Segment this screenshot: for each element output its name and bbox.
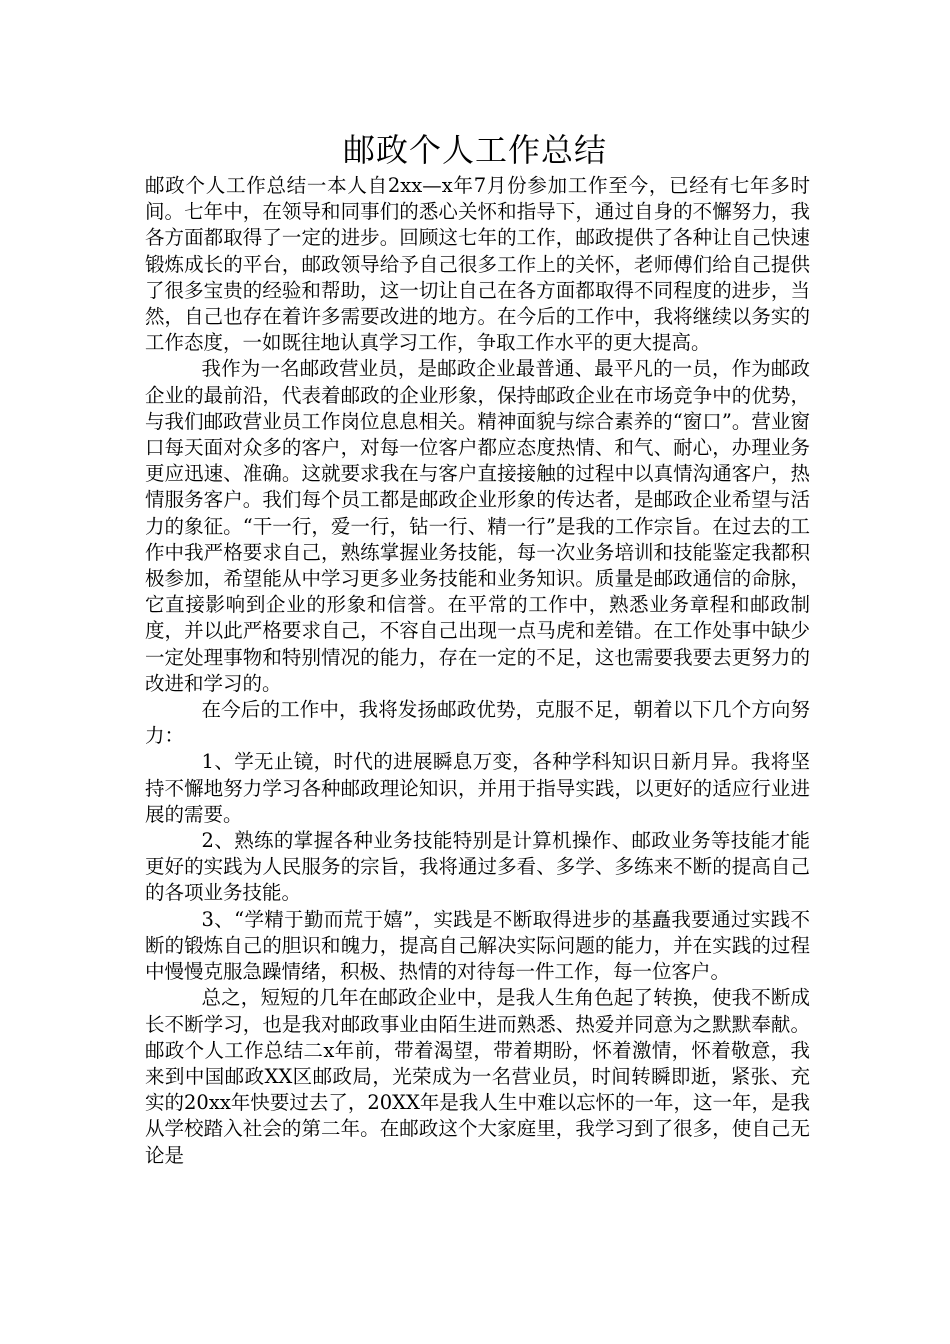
- paragraph-summary: 总之，短短的几年在邮政企业中，是我人生角色起了转换，使我不断成长不断学习，也是我对邮政事业由陌生进而熟悉、热爱并同意为之默默奉献。邮政个人工作总结二x年前，带着渴望，带着期盼，怀着激情，怀着敬意，我来到中国邮政XX区邮政局，光荣成为一名营业员，时间转瞬即逝，紧张、充实的20xx年快要过去了，20XX年是我人生中难以忘怀的一年，这一年，是我从学校踏入社会的第二年。在邮政这个大家庭里，我学习到了很多，使自己无论是: [145, 986, 810, 1167]
- paragraph-point-1: 1、学无止镜，时代的进展瞬息万变，各种学科知识日新月异。我将坚持不懈地努力学习各种邮政理论知识，并用于指导实践，以更好的适应行业进展的需要。: [145, 750, 810, 826]
- paragraph-point-3: 3、“学精于勤而荒于嬉”，实践是不断取得进步的基矗我要通过实践不断的锻炼自己的胆识和魄力，提高自己解决实际问题的能力，并在实践的过程中慢慢克服急躁情绪，积极、热情的对待每一件工作，每一位客户。: [145, 907, 810, 984]
- document-title: 邮政个人工作总结: [342, 131, 607, 169]
- paragraph-future-directions: 在今后的工作中，我将发扬邮政优势，克服不足，朝着以下几个方向努力：: [145, 698, 810, 748]
- paragraph-role: 我作为一名邮政营业员，是邮政企业最普通、最平凡的一员，作为邮政企业的最前沿，代表着邮政的企业形象，保持邮政企业在市场竞争中的优势，与我们邮政营业员工作岗位息息相关。精神面貌与综合素养的“窗口”。营业窗口每天面对众多的客户，对每一位客户都应态度热情、和气、耐心，办理业务更应迅速、准确。这就要求我在与客户直接接触的过程中以真情沟通客户，热情服务客户。我们每个员工都是邮政企业形象的传达者，是邮政企业希望与活力的象征。“干一行，爱一行，钻一行、精一行”是我的工作宗旨。在过去的工作中我严格要求自己，熟练掌握业务技能，每一次业务培训和技能鉴定我都积极参加，希望能从中学习更多业务技能和业务知识。质量是邮政通信的命脉，它直接影响到企业的形象和信誉。在平常的工作中，熟悉业务章程和邮政制度，并以此严格要求自己，不容自己出现一点马虎和差错。在工作处事中缺少一定处理事物和特别情况的能力，存在一定的不足，这也需要我要去更努力的改进和学习的。: [145, 357, 810, 695]
- paragraph-intro: 邮政个人工作总结一本人自2xx—x年7月份参加工作至今，已经有七年多时间。七年中，在领导和同事们的悉心关怀和指导下，通过自身的不懈努力，我各方面都取得了一定的进步。回顾这七年的工作，邮政提供了各种让自己快速锻炼成长的平台，邮政领导给予自己很多工作上的关怀，老师傅们给自己提供了很多宝贵的经验和帮助，这一切让自己在各方面都取得不同程度的进步，当然，自己也存在着许多需要改进的地方。在今后的工作中，我将继续以务实的工作态度，一如既往地认真学习工作，争取工作水平的更大提高。: [145, 174, 810, 355]
- paragraph-point-2: 2、熟练的掌握各种业务技能特别是计算机操作、邮政业务等技能才能更好的实践为人民服务的宗旨，我将通过多看、多学、多练来不断的提高自己的各项业务技能。: [145, 829, 810, 905]
- document-body: [145, 173, 810, 1169]
